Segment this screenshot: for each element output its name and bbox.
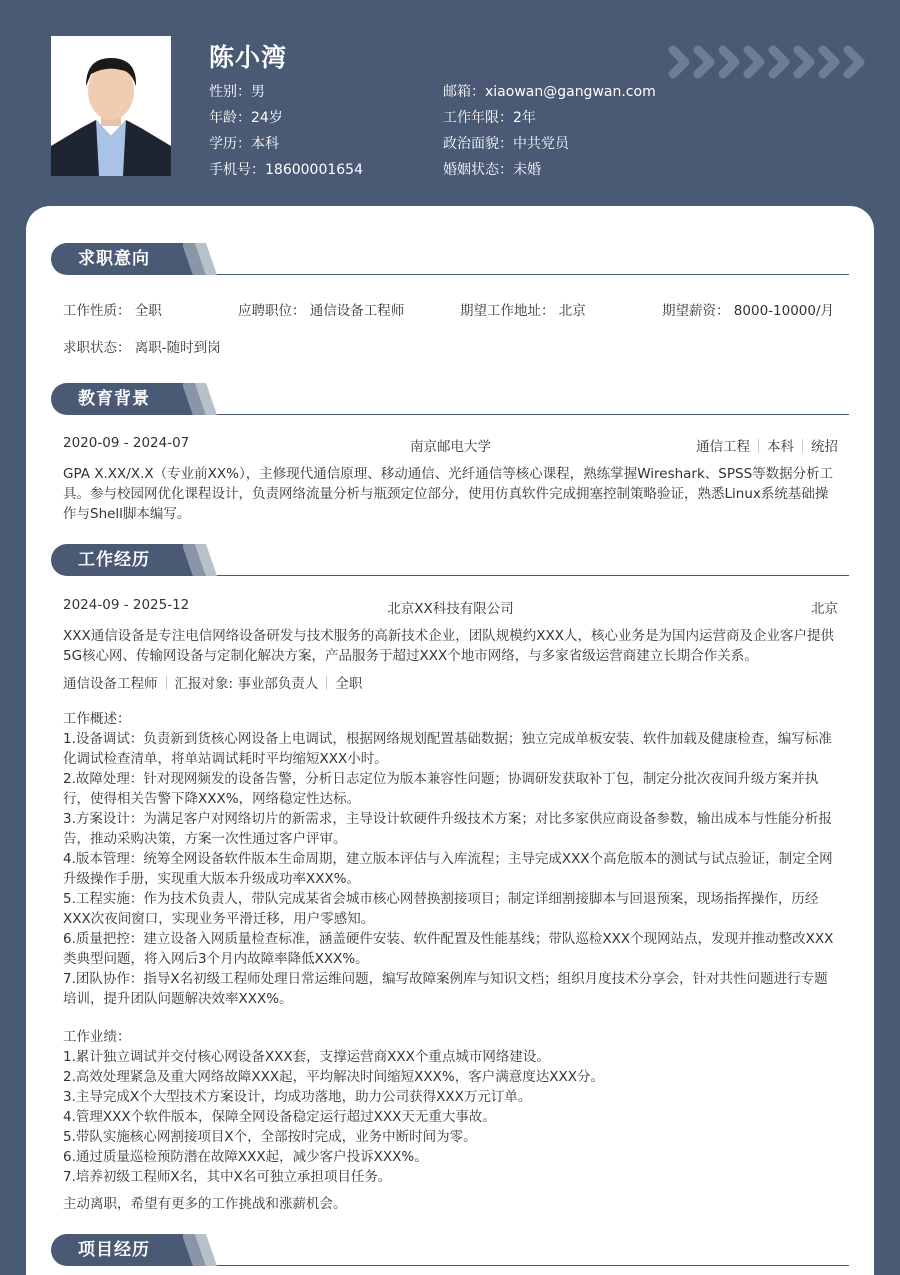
overview-item: 6.质量把控：建立设备入网质量检查标准，涵盖硬件安装、软件配置及性能基线；带队巡检XXX个现网站点，发现并推动整改XXX类典型问题，将入网后3个月内故障率降低XXX%。 [63, 931, 834, 967]
work-entry-header [63, 597, 838, 617]
overview-item: 5.工程实施：作为技术负责人，带队完成某省会城市核心网替换割接项目；制定详细割接脚本与回退预案，现场指挥操作，历经XXX次夜间窗口，实现业务平滑迁移，用户零感知。 [63, 891, 819, 927]
info-age [209, 106, 363, 132]
info-label: 手机号： [209, 162, 265, 178]
info-value: 2年 [513, 110, 536, 126]
achievement-item: 7.培养初级工程师X名，其中X名可独立承担项目任务。 [63, 1169, 392, 1185]
info-work-years [443, 106, 656, 132]
section-title: 项目经历 [51, 1234, 183, 1266]
education-entry-header [63, 435, 838, 455]
info-value: 未婚 [513, 162, 541, 178]
education-major: 通信工程 [696, 439, 750, 455]
work-job-type: 全职 [335, 676, 363, 692]
education-school: 南京邮电大学 [410, 439, 491, 455]
info-education [209, 132, 363, 158]
separator [326, 676, 327, 690]
overview-item: 4.版本管理：统筹全网设备软件版本生命周期，建立版本评估与入库流程；主导完成XXX个高危版本的测试与试点验证，制定全网升级操作手册，实现重大版本升级成功率XXX%。 [63, 851, 833, 887]
intent-item-position [238, 299, 404, 319]
education-degree: 本科 [767, 439, 794, 455]
leave-reason: 主动离职，希望有更多的工作挑战和涨薪机会。 [63, 1196, 347, 1212]
section-header-work [51, 544, 849, 576]
intent-label: 期望工作地址： [460, 303, 555, 319]
info-label: 政治面貌： [443, 136, 513, 152]
separator [802, 439, 803, 453]
intent-value: 通信设备工程师 [309, 303, 405, 319]
education-description: GPA X.XX/X.X（专业前XX%），主修现代通信原理、移动通信、光纤通信等核心课程，熟练掌握Wireshark、SPSS等数据分析工具。参与校园网优化课程设计，负责网络流量分析与瓶颈定位部分，使用仿真软件完成拥塞控制策略验证，熟悉Linux系统基础操作与Shell脚本编写。 [63, 466, 834, 522]
intent-value: 离职-随时到岗 [134, 340, 221, 356]
info-label: 性别： [209, 84, 251, 100]
separator [166, 676, 167, 690]
education-tags [618, 435, 838, 455]
intent-label: 工作性质： [63, 303, 131, 319]
intent-label: 求职状态： [63, 340, 131, 356]
info-label: 学历： [209, 136, 251, 152]
intent-item-salary [662, 299, 834, 319]
info-value: 男 [251, 84, 265, 100]
section-title: 求职意向 [51, 243, 183, 275]
achievement-item: 1.累计独立调试并交付核心网设备XXX套，支撑运营商XXX个重点城市网络建设。 [63, 1049, 550, 1065]
info-email [443, 80, 656, 106]
company-intro: XXX通信设备是专注电信网络设备研发与技术服务的高新技术企业，团队规模约XXX人，核心业务是为国内运营商及企业客户提供5G核心网、传输网设备与定制化解决方案，产品服务于超过XXX个地市网络，与多家省级运营商建立长期合作关系。 [63, 628, 834, 664]
profile-photo [51, 36, 171, 176]
section-divider [171, 575, 849, 577]
info-value: 中共党员 [513, 136, 569, 152]
work-overview [63, 709, 838, 1009]
achievements-title: 工作业绩： [63, 1029, 131, 1045]
section-title: 工作经历 [51, 544, 183, 576]
basic-info-right [443, 80, 656, 184]
intent-value: 全职 [134, 303, 162, 319]
info-value: 24岁 [251, 110, 283, 126]
achievement-item: 2.高效处理紧急及重大网络故障XXX起，平均解决时间缩短XXX%，客户满意度达XXX分。 [63, 1069, 604, 1085]
info-political-status [443, 132, 656, 158]
section-divider [171, 414, 849, 416]
info-value: 18600001654 [265, 162, 363, 178]
overview-title: 工作概述： [63, 711, 131, 727]
section-title: 教育背景 [51, 383, 183, 415]
achievement-item: 6.通过质量巡检预防潜在故障XXX起，减少客户投诉XXX%。 [63, 1149, 428, 1165]
section-header-education [51, 383, 849, 415]
work-period: 2024-09 - 2025-12 [63, 597, 190, 613]
basic-info-left [209, 80, 363, 184]
achievement-item: 4.管理XXX个软件版本，保障全网设备稳定运行超过XXX天无重大事故。 [63, 1109, 496, 1125]
overview-item: 2.故障处理：针对现网频发的设备告警，分析日志定位为版本兼容性问题；协调研发获取补丁包，制定分批次夜间升级方案并执行，使得相关告警下降XXX%，网络稳定性达标。 [63, 771, 819, 807]
info-gender [209, 80, 363, 106]
work-report-to: 汇报对象: 事业部负责人 [174, 676, 319, 692]
work-position: 通信设备工程师 [63, 676, 158, 692]
intent-item-status [63, 336, 221, 356]
overview-item: 1.设备调试：负责新到货核心网设备上电调试，根据网络规划配置基础数据；独立完成单板安装、软件加载及健康检查，编写标准化调试检查清单，将单站调试耗时平均缩短XXX小时。 [63, 731, 832, 767]
info-label: 工作年限： [443, 110, 513, 126]
work-location: 北京 [811, 601, 838, 617]
info-label: 邮箱： [443, 84, 485, 100]
overview-item: 7.团队协作：指导X名初级工程师处理日常运维问题，编写故障案例库与知识文档；组织月度技术分享会，针对共性问题进行专题培训，提升团队问题解决效率XXX%。 [63, 971, 828, 1007]
achievement-item: 3.主导完成X个大型技术方案设计，均成功落地，助力公司获得XXX万元订单。 [63, 1089, 532, 1105]
work-company: 北京XX科技有限公司 [387, 601, 514, 617]
resume-header [0, 0, 900, 210]
info-value: xiaowan@gangwan.com [485, 84, 656, 100]
section-header-projects [51, 1234, 849, 1266]
section-divider [171, 274, 849, 276]
intent-label: 期望薪资： [662, 303, 730, 319]
info-label: 年龄： [209, 110, 251, 126]
achievement-item: 5.带队实施核心网割接项目X个，全部按时完成，业务中断时间为零。 [63, 1129, 477, 1145]
overview-item: 3.方案设计：为满足客户对网络切片的新需求，主导设计软硬件升级技术方案；对比多家供应商设备参数，输出成本与性能分析报告，推动采购决策，方案一次性通过客户评审。 [63, 811, 832, 847]
resume-body [26, 206, 874, 1275]
info-phone [209, 158, 363, 184]
separator [758, 439, 759, 453]
intent-item-nature [63, 299, 162, 319]
person-photo-icon [51, 36, 171, 176]
education-type: 统招 [811, 439, 838, 455]
education-period: 2020-09 - 2024-07 [63, 435, 190, 451]
candidate-name: 陈小湾 [209, 43, 288, 72]
work-achievements [63, 1027, 838, 1187]
intent-value: 8000-10000/月 [733, 303, 835, 319]
chevron-decoration-icon [667, 42, 867, 82]
info-label: 婚姻状态： [443, 162, 513, 178]
intent-value: 北京 [558, 303, 586, 319]
intent-label: 应聘职位： [238, 303, 306, 319]
section-divider [171, 1265, 849, 1267]
info-marital-status [443, 158, 656, 184]
intent-item-location [460, 299, 586, 319]
section-header-intent [51, 243, 849, 275]
info-value: 本科 [251, 136, 279, 152]
work-role-line [63, 674, 838, 694]
